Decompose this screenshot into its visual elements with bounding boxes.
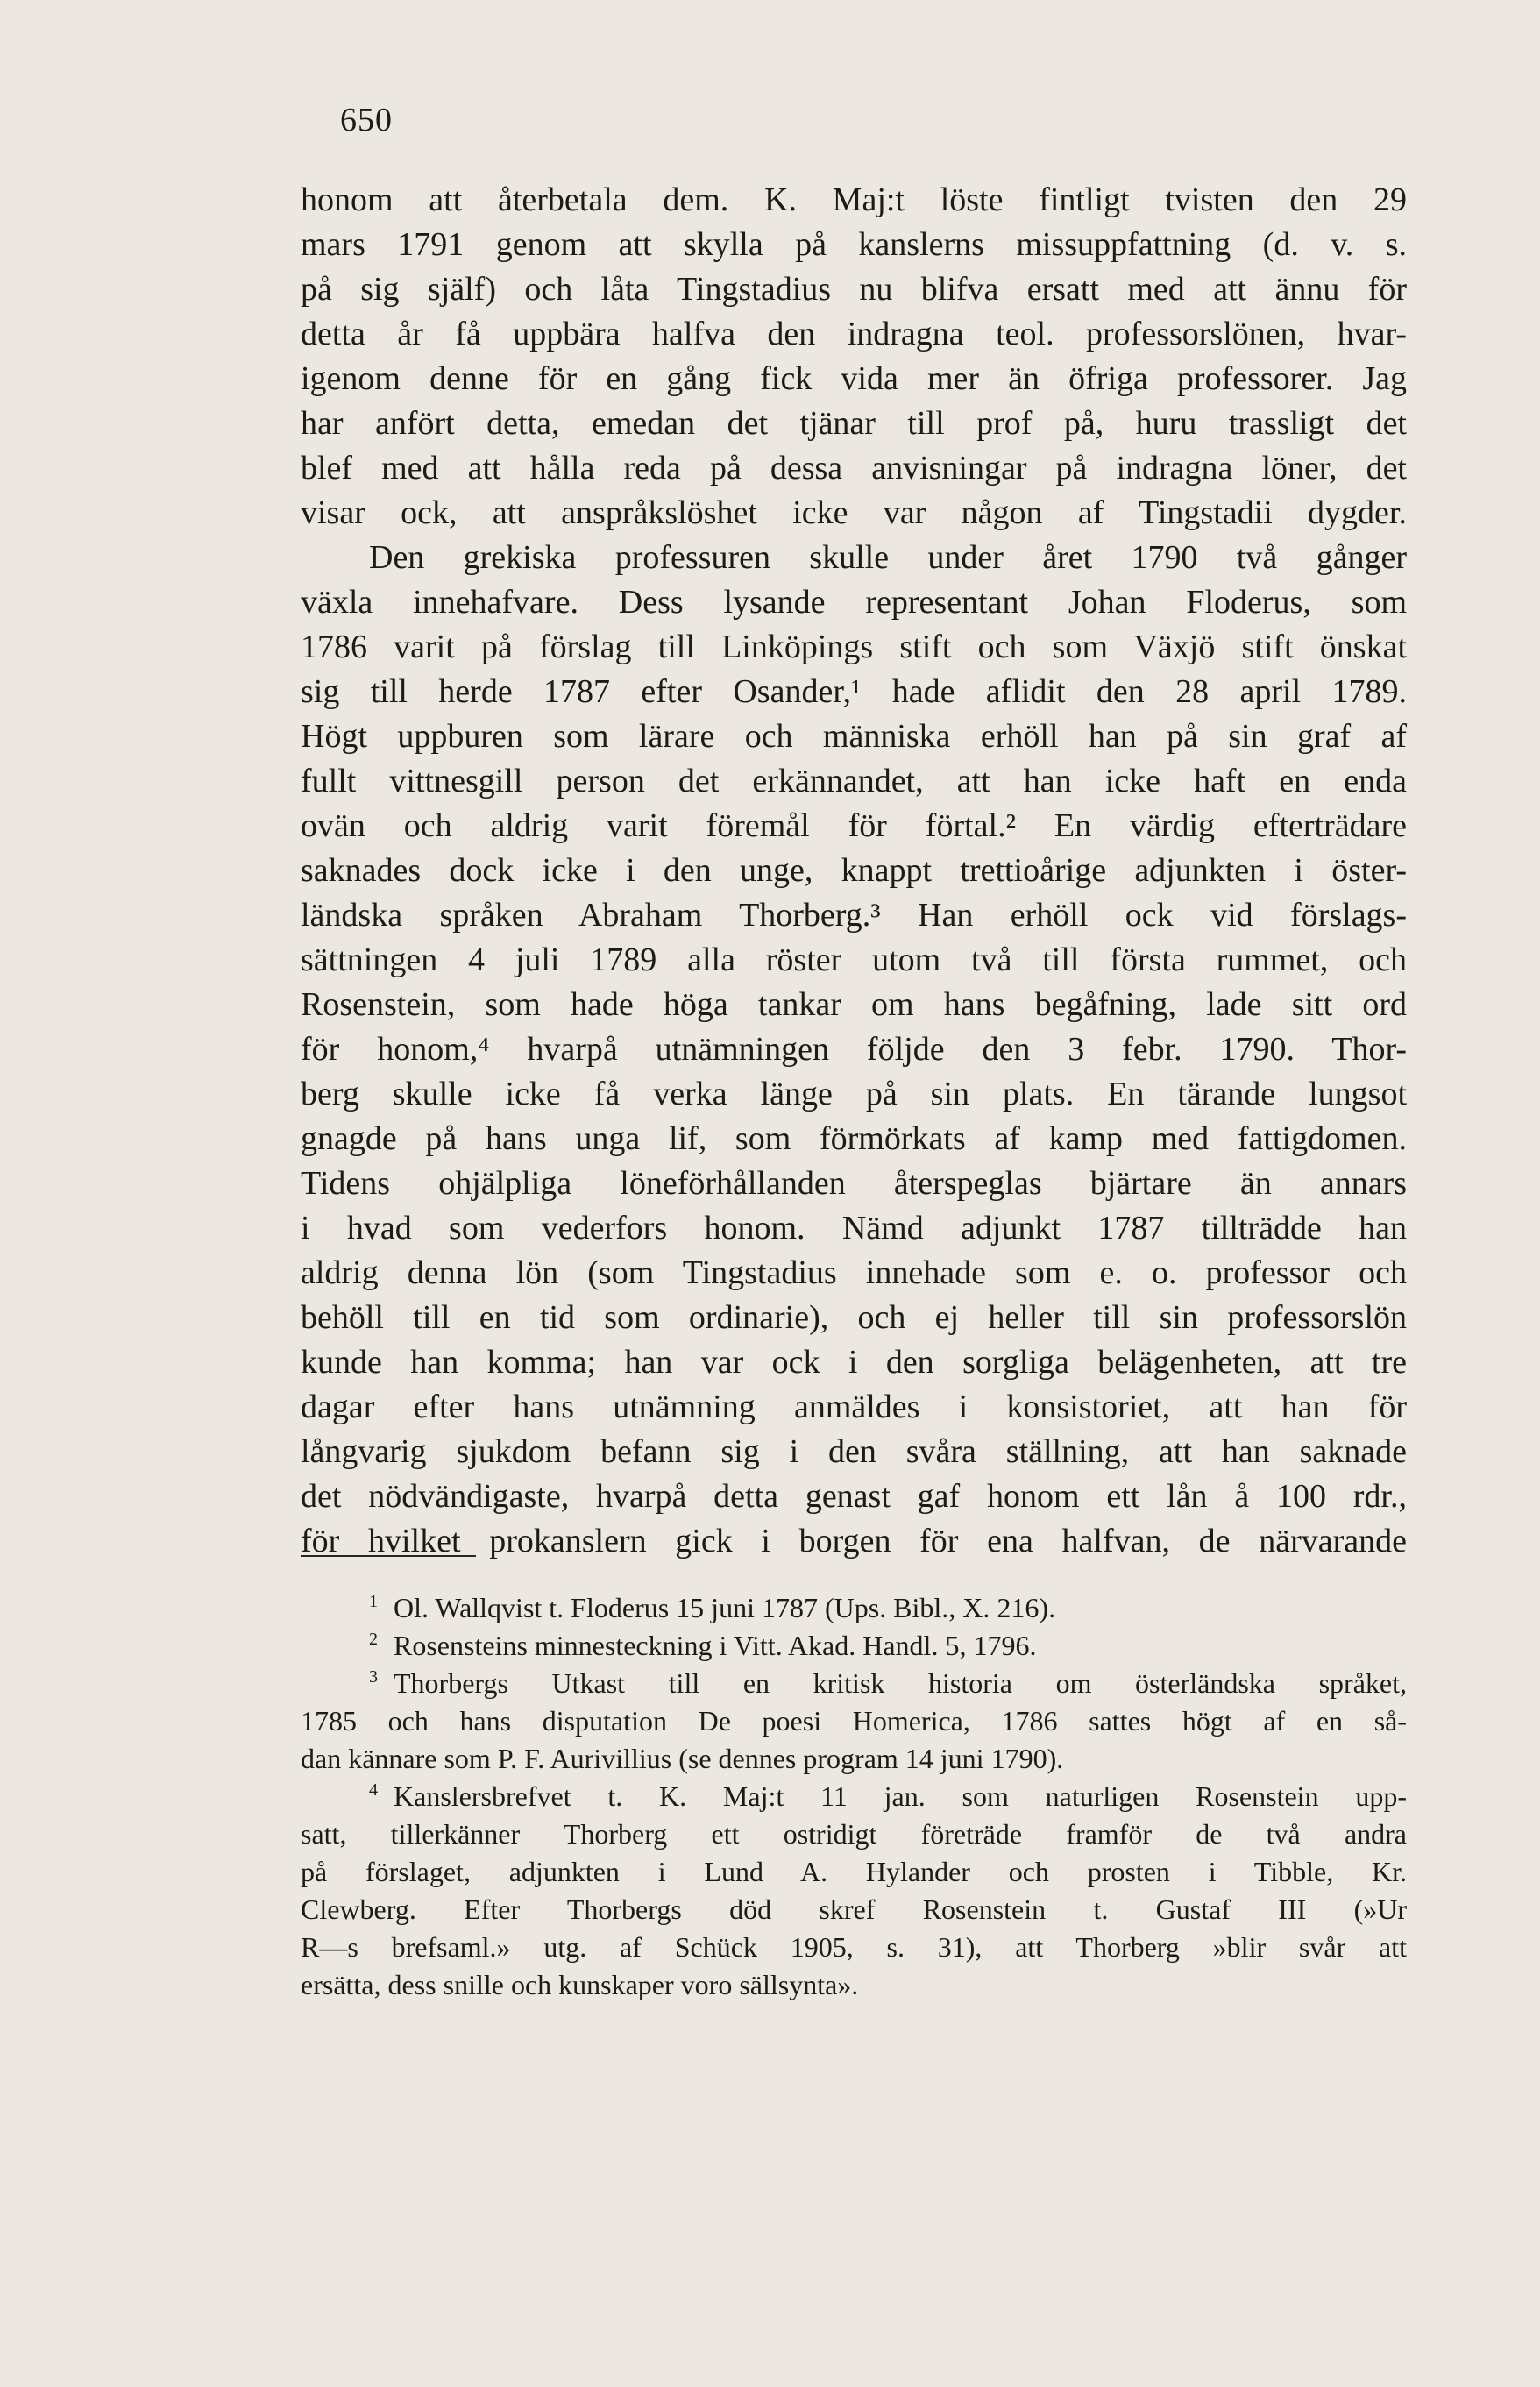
footnote-line: Clewberg. Efter Thorbergs död skref Rosenstein t. Gustaf III (»Ur [301,1893,1407,1925]
text-line: på sig själf) och låta Tingstadius nu blifva ersatt med att ännu för [301,271,1407,308]
text-line: mars 1791 genom att skylla på kanslerns missuppfattning (d. v. s. [301,226,1407,263]
text-line: ovän och aldrig varit föremål för förtal.² En värdig efterträdare [301,807,1407,844]
text-line: långvarig sjukdom befann sig i den svåra ställning, att han saknade [301,1433,1407,1470]
footnote-mark: 3 [369,1667,378,1687]
text-line: honom att återbetala dem. K. Maj:t löste fintligt tvisten den 29 [301,181,1407,218]
footnote-line: ersätta, dess snille och kunskaper voro sällsynta». [301,1969,859,2000]
text-line: igenom denne för en gång fick vida mer än öfriga professorer. Jag [301,360,1407,397]
footnote-text: Rosensteins minnesteckning i Vitt. Akad. Handl. 5, 1796. [394,1630,1037,1661]
text-line: saknades dock icke i den unge, knappt trettioårige adjunkten i öster- [301,852,1407,889]
text-line: aldrig denna lön (som Tingstadius innehade som e. o. professor och [301,1254,1407,1291]
text-line: blef med att hålla reda på dessa anvisningar på indragna löner, det [301,450,1407,487]
text-line: i hvad som vederfors honom. Nämd adjunkt 1787 tillträdde han [301,1210,1407,1247]
footnote-text: Ol. Wallqvist t. Floderus 15 juni 1787 (Ups. Bibl., X. 216). [394,1592,1056,1623]
text-line: sättningen 4 juli 1789 alla röster utom två till första rummet, och [301,941,1407,978]
main-text [301,178,1407,1564]
footnote-3 [301,1665,1407,1702]
text-line: har anfört detta, emedan det tjänar till prof på, huru trassligt det [301,405,1407,442]
text-line: kunde han komma; han var ock i den sorgliga belägenheten, att tre [301,1344,1407,1381]
footnote-line: 1785 och hans disputation De poesi Homerica, 1786 sattes högt af en så- [301,1705,1407,1737]
text-line: sig till herde 1787 efter Osander,¹ hade aflidit den 28 april 1789. [301,673,1407,710]
text-line: behöll till en tid som ordinarie), och ej heller till sin professorslön [301,1299,1407,1336]
text-line: det nödvändigaste, hvarpå detta genast gaf honom ett lån å 100 rdr., [301,1478,1407,1515]
text-line: växla innehafvare. Dess lysande representant Johan Floderus, som [301,584,1407,621]
text-line: Rosenstein, som hade höga tankar om hans begåfning, lade sitt ord [301,986,1407,1023]
footnote-line: satt, tillerkänner Thorberg ett ostridigt företräde framför de två andra [301,1818,1407,1850]
footnote-mark: 4 [369,1780,378,1801]
footnote-line: på förslaget, adjunkten i Lund A. Hylander och prosten i Tibble, Kr. [301,1856,1407,1887]
text-line: berg skulle icke få verka länge på sin plats. En tärande lungsot [301,1076,1407,1112]
text-line: detta år få uppbära halfva den indragna teol. professorslönen, hvar- [301,316,1407,352]
footnote-mark: 2 [369,1630,378,1650]
text-line: 1786 varit på förslag till Linköpings stift och som Växjö stift önskat [301,629,1407,665]
footnote-1 [301,1589,1407,1627]
text-line: ländska språken Abraham Thorberg.³ Han erhöll ock vid förslags- [301,897,1407,934]
text-line: fullt vittnesgill person det erkännandet, att han icke haft en enda [301,763,1407,799]
text-line: dagar efter hans utnämning anmäldes i konsistoriet, att han för [301,1389,1407,1425]
footnote-text: Kanslersbrefvet t. K. Maj:t 11 jan. som naturligen Rosenstein upp- [394,1780,1407,1812]
text-line: Högt uppburen som lärare och människa erhöll han på sin graf af [301,718,1407,755]
text-line: Den grekiska professuren skulle under året 1790 två gånger [369,539,1407,576]
text-line: gnagde på hans unga lif, som förmörkats af kamp med fattigdomen. [301,1120,1407,1157]
footnote-separator [301,1555,476,1557]
footnotes [301,1589,1407,2004]
footnote-text: Thorbergs Utkast till en kritisk historia om österländska språket, [394,1667,1407,1699]
footnote-4 [301,1778,1407,1815]
footnote-line: dan kännare som P. F. Aurivillius (se dennes program 14 juni 1790). [301,1743,1064,1774]
text-line: för hvilket prokanslern gick i borgen för ena halfvan, de närvarande [301,1523,1407,1559]
text-line: Tidens ohjälpliga löneförhållanden återspeglas bjärtare än annars [301,1165,1407,1202]
footnote-mark: 1 [369,1592,378,1612]
footnote-2 [301,1627,1407,1665]
text-line: för honom,⁴ hvarpå utnämningen följde den 3 febr. 1790. Thor- [301,1031,1407,1068]
text-line: visar ock, att anspråkslöshet icke var någon af Tingstadii dygder. [301,494,1407,531]
page-number: 650 [340,102,393,139]
footnote-line: R—s brefsaml.» utg. af Schück 1905, s. 31), att Thorberg »blir svår att [301,1931,1407,1963]
